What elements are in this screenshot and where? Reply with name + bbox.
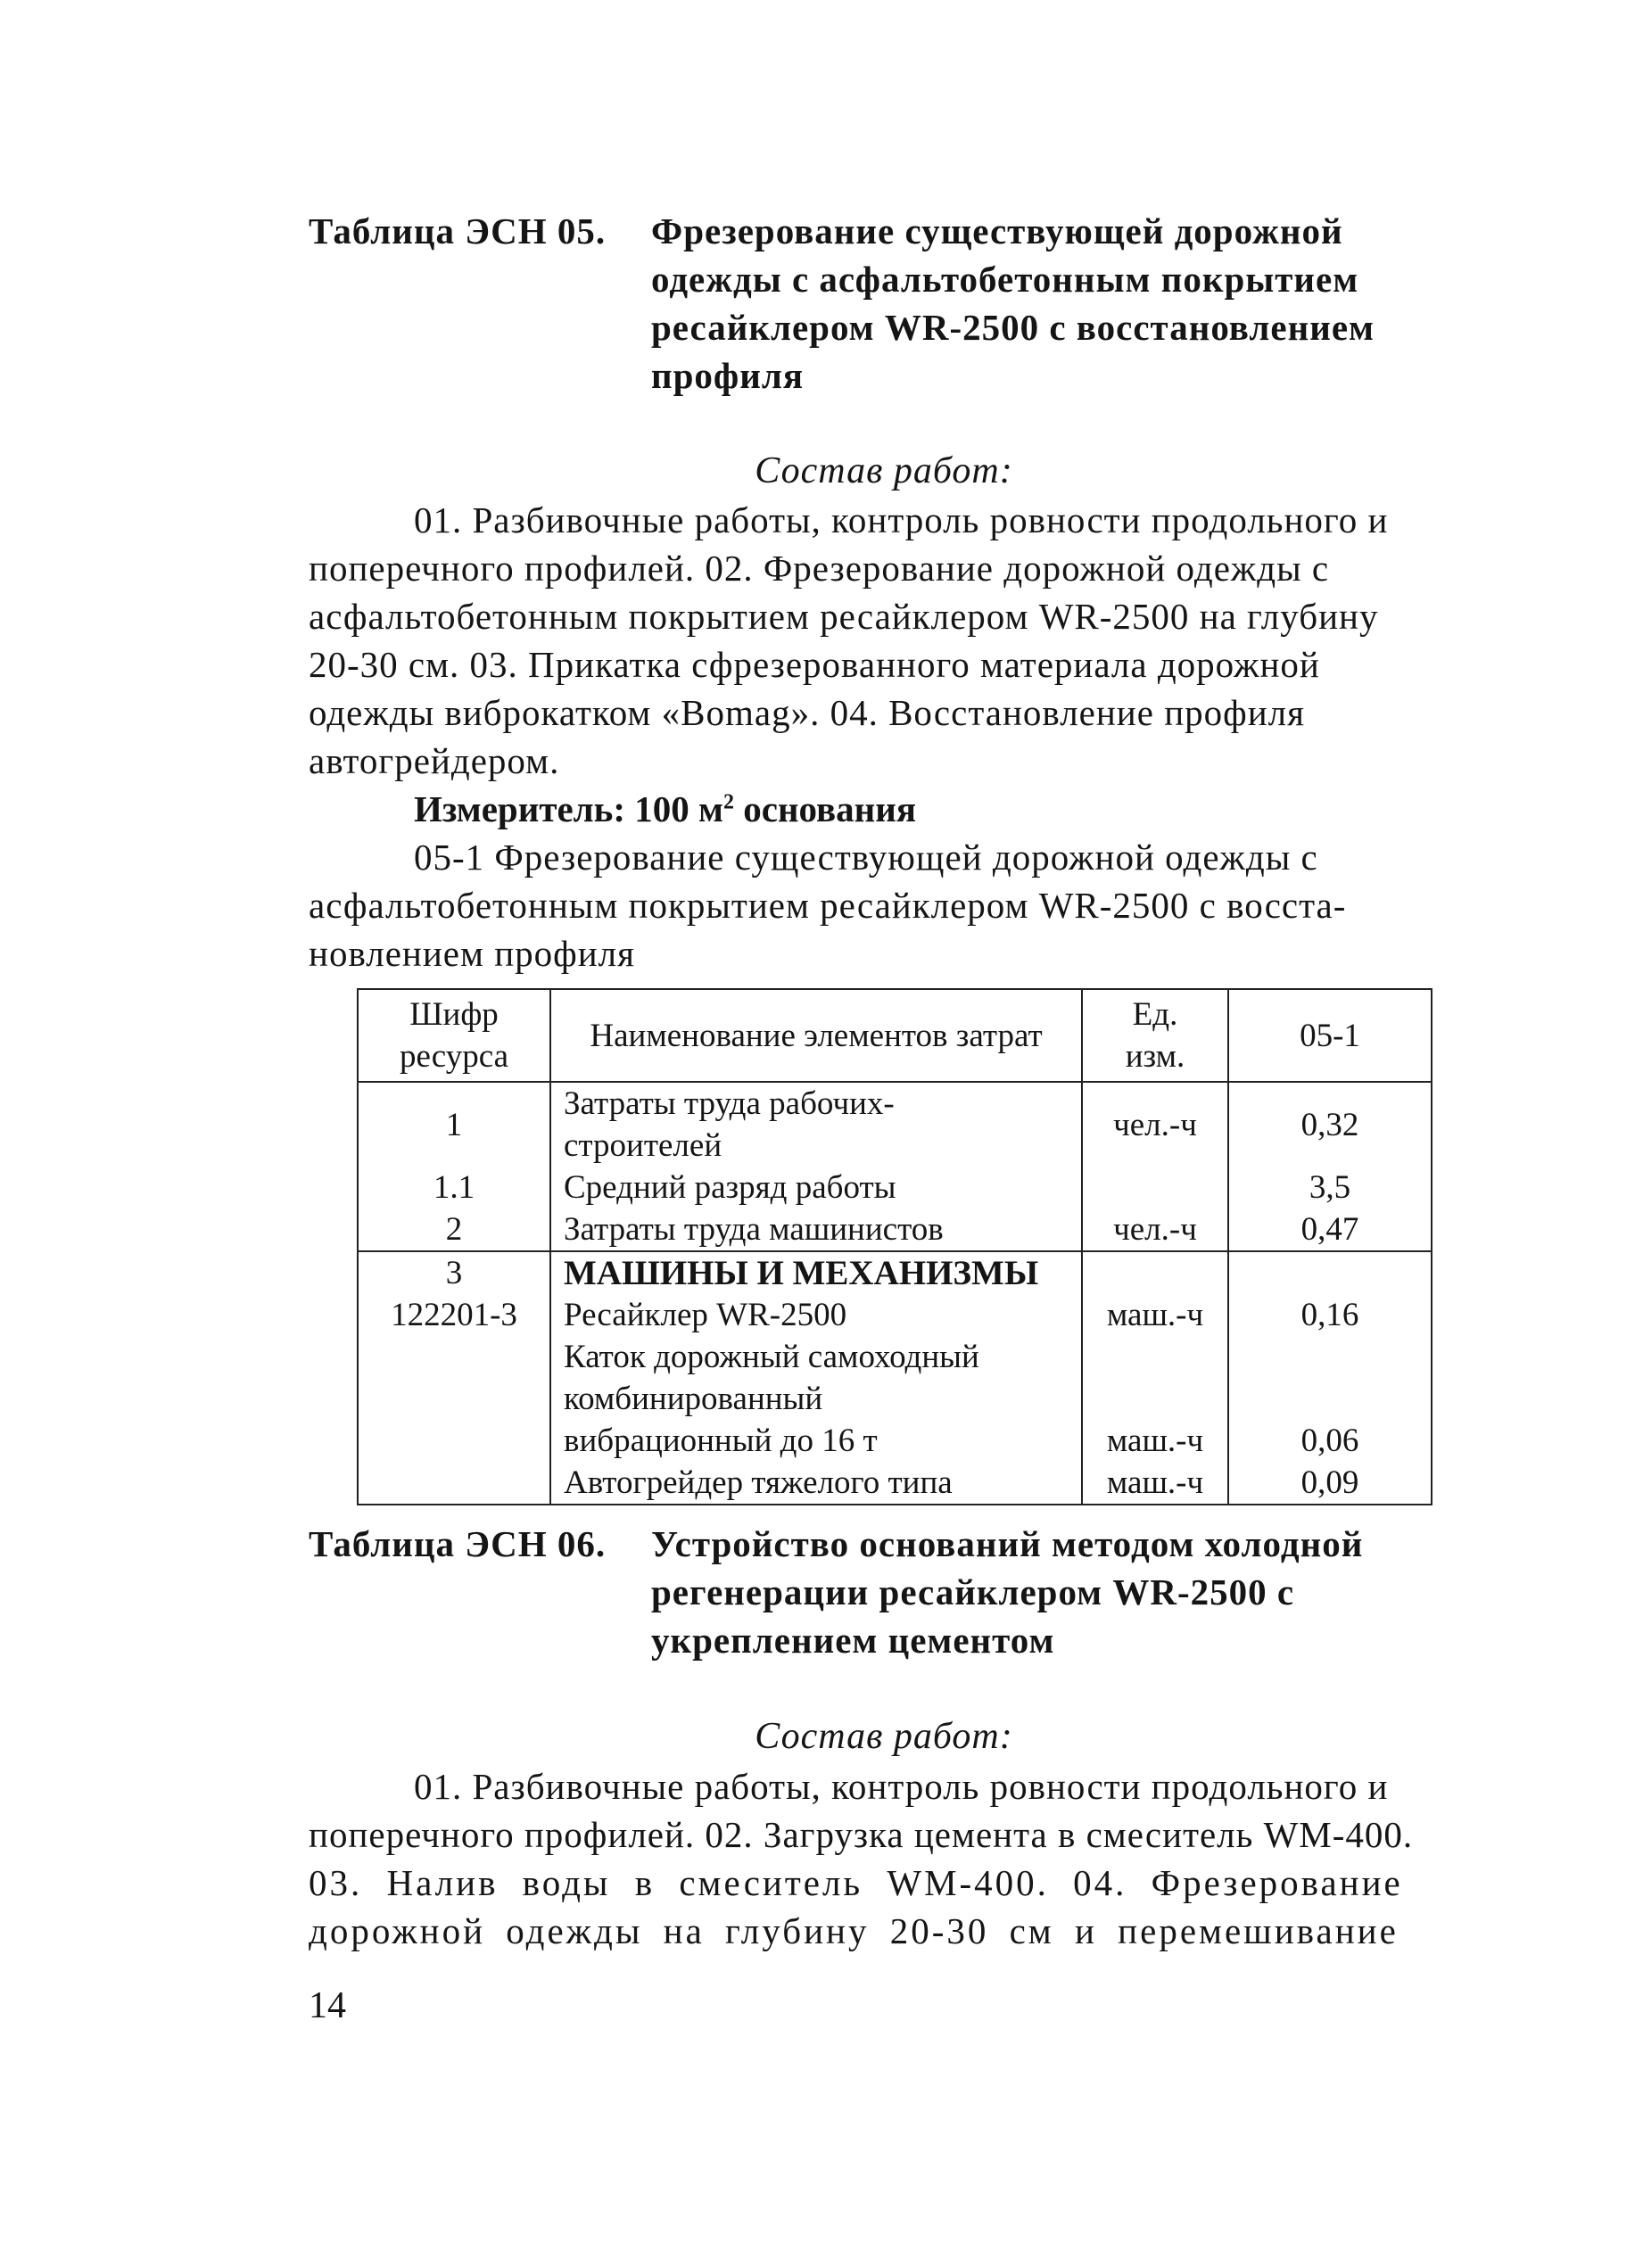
cell-unit: чел.-ч [1082, 1208, 1228, 1251]
cell-code: 1 [358, 1082, 550, 1167]
table06-heading [309, 1520, 1459, 1664]
paragraph-line: 20-30 см. 03. Прикатка сфрезерованного материала дорожной [309, 644, 1320, 685]
cell-name-line: Затраты труда рабочих- [564, 1085, 895, 1122]
meter-suffix: основания [733, 788, 917, 829]
cell-unit [1082, 1251, 1228, 1294]
table05-title-line: одежды с асфальтобетонным покрытием [651, 259, 1359, 300]
cell-unit: маш.-ч [1082, 1336, 1228, 1462]
description-line [309, 833, 1457, 881]
page-number: 14 [309, 1985, 346, 2026]
table-row [358, 1167, 1432, 1208]
cell-value: 0,32 [1228, 1082, 1432, 1167]
paragraph-line: автогрейдером. [309, 740, 560, 781]
meter-superscript: 2 [722, 790, 734, 814]
table05-label: Таблица ЭСН 05. [309, 210, 607, 252]
paragraph-line [309, 496, 1457, 544]
header-name: Наименование элементов затрат [550, 989, 1082, 1082]
cell-value: 0,09 [1228, 1462, 1432, 1505]
table-row [358, 1082, 1432, 1167]
table06-title-line: Устройство оснований методом холодной [651, 1523, 1364, 1564]
meter-prefix: Измеритель: 100 м [414, 788, 723, 829]
header-unit [1082, 989, 1228, 1082]
cell-code: 122201-3 [358, 1294, 550, 1336]
paragraph-line: поперечного профилей. 02. Загрузка цемента в смеситель WM-400. [309, 1814, 1414, 1855]
table05-title-line: ресайклером WR-2500 с восстановлением [651, 307, 1375, 348]
cell-name [550, 1462, 1082, 1505]
cell-name-line: Ресайклер WR-2500 [564, 1297, 847, 1333]
cell-name-line: вибрационный до 16 т [564, 1423, 878, 1459]
paragraph-line: дорожной одежды на глубину 20-30 см и перемешивание [309, 1910, 1399, 1951]
cell-name [550, 1167, 1082, 1208]
paragraph-line: 03. Налив воды в смеситель WM-400. 04. Фрезерование [309, 1862, 1403, 1903]
cell-value: 0,16 [1228, 1294, 1432, 1336]
cell-code: 1.1 [358, 1167, 550, 1208]
paragraph-line: поперечного профилей. 02. Фрезерование дорожной одежды с [309, 548, 1330, 589]
table06-label: Таблица ЭСН 06. [309, 1523, 607, 1564]
cell-code [358, 1462, 550, 1505]
cell-name [550, 1251, 1082, 1294]
header-unit-line: Ед. [1132, 996, 1178, 1033]
cell-unit [1082, 1167, 1228, 1208]
paragraph-line: асфальтобетонным покрытием ресайклером WR-2500 на глубину [309, 596, 1379, 637]
table05-title-line: Фрезерование существующей дорожной [651, 210, 1343, 252]
header-code-line: Шифр [409, 996, 499, 1033]
resource-table [357, 988, 1432, 1505]
table-row [358, 1208, 1432, 1251]
table-row [358, 1462, 1432, 1505]
table05-title [651, 207, 1459, 400]
table-row [358, 1294, 1432, 1336]
section05-title: Состав работ: [755, 450, 1013, 491]
section05-paragraph [309, 496, 1457, 785]
description-line-text: 05-1 Фрезерование существующей дорожной одежды с [414, 837, 1318, 878]
cell-name-line: Средний разряд работы [564, 1169, 896, 1206]
table05-heading [309, 207, 1459, 400]
table06-title-line: регенерации ресайклером WR-2500 с [651, 1571, 1295, 1612]
cell-name-line: Затраты труда машинистов [564, 1211, 944, 1248]
cell-unit: маш.-ч [1082, 1462, 1228, 1505]
cell-name-line: строителей [564, 1127, 722, 1164]
cell-value [1228, 1251, 1432, 1294]
cell-name [550, 1294, 1082, 1336]
paragraph-line: одежды виброкатком «Bomag». 04. Восстановление профиля [309, 692, 1305, 733]
cell-name-line: МАШИНЫ И МЕХАНИЗМЫ [564, 1254, 1039, 1292]
header-code [358, 989, 550, 1082]
table05-title-line: профиля [651, 355, 805, 396]
cell-value: 0,47 [1228, 1208, 1432, 1251]
header-unit-line: изм. [1125, 1038, 1185, 1075]
description-line: асфальтобетонным покрытием ресайклером WR-2500 с восста- [309, 885, 1347, 926]
paragraph-line [309, 1762, 1457, 1810]
section06-paragraph [309, 1762, 1457, 1955]
cell-unit: маш.-ч [1082, 1294, 1228, 1336]
table-row [358, 1251, 1432, 1294]
cell-value: 0,06 [1228, 1336, 1432, 1462]
table06-title [651, 1520, 1459, 1664]
cell-code: 3 [358, 1251, 550, 1294]
cell-name [550, 1082, 1082, 1167]
header-code-line: ресурса [399, 1038, 509, 1075]
header-value: 05-1 [1228, 989, 1432, 1082]
norm-description [309, 833, 1457, 977]
cell-value: 3,5 [1228, 1167, 1432, 1208]
cell-code [358, 1336, 550, 1462]
paragraph-line-text: 01. Разбивочные работы, контроль ровности продольного и [414, 499, 1389, 540]
paragraph-line-text: 01. Разбивочные работы, контроль ровности продольного и [414, 1766, 1389, 1807]
cell-name [550, 1208, 1082, 1251]
table06-title-line: укреплением цементом [651, 1620, 1055, 1661]
meter-line [414, 785, 916, 833]
cell-name [550, 1336, 1082, 1462]
cell-unit: чел.-ч [1082, 1082, 1228, 1167]
cell-name-line: Каток дорожный самоходный [564, 1339, 979, 1375]
table-header-row [358, 989, 1432, 1082]
description-line: новлением профиля [309, 933, 635, 974]
table-row [358, 1336, 1432, 1462]
cell-code: 2 [358, 1208, 550, 1251]
section06-title: Состав работ: [755, 1716, 1013, 1757]
cell-name-line: Автогрейдер тяжелого типа [564, 1464, 953, 1501]
cell-name-line: комбинированный [564, 1381, 823, 1417]
